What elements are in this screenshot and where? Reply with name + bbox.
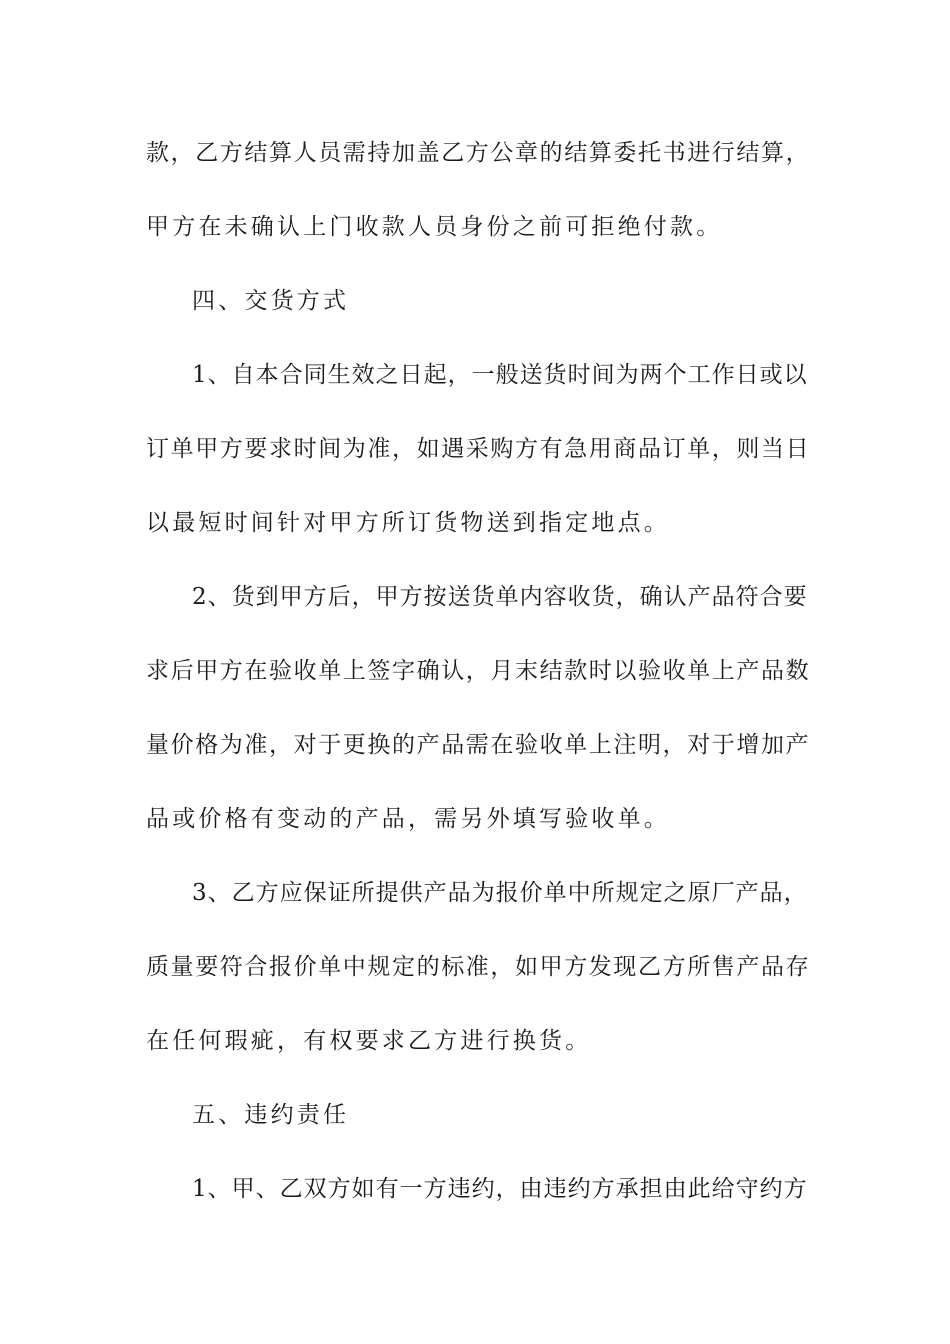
text-line-9: 量价格为准，对于更换的产品需在验收单上注明，对于增加产 — [146, 732, 811, 758]
text-line-15: 1、甲、乙双方如有一方违约，由违约方承担由此给守约方 — [192, 1176, 808, 1202]
section-heading-delivery: 四、交货方式 — [192, 288, 350, 314]
text-line-6: 以最短时间针对甲方所订货物送到指定地点。 — [146, 510, 670, 536]
section-heading-liability: 五、违约责任 — [192, 1102, 350, 1128]
text-line-7: 2、货到甲方后，甲方按送货单内容收货，确认产品符合要 — [192, 584, 808, 610]
text-line-13: 在任何瑕疵，有权要求乙方进行换货。 — [146, 1028, 592, 1054]
text-line-4: 1、自本合同生效之日起，一般送货时间为两个工作日或以 — [192, 362, 808, 388]
text-line-10: 品或价格有变动的产品，需另外填写验收单。 — [146, 806, 670, 832]
text-line-12: 质量要符合报价单中规定的标准，如甲方发现乙方所售产品存 — [146, 954, 811, 980]
text-line-8: 求后甲方在验收单上签字确认，月末结款时以验收单上产品数 — [146, 658, 811, 684]
text-line-5: 订单甲方要求时间为准，如遇采购方有急用商品订单，则当日 — [146, 436, 811, 462]
text-line-2: 甲方在未确认上门收款人员身份之前可拒绝付款。 — [146, 214, 723, 240]
text-line-1: 款，乙方结算人员需持加盖乙方公章的结算委托书进行结算， — [146, 140, 811, 166]
text-line-11: 3、乙方应保证所提供产品为报价单中所规定之原厂产品， — [192, 880, 808, 906]
